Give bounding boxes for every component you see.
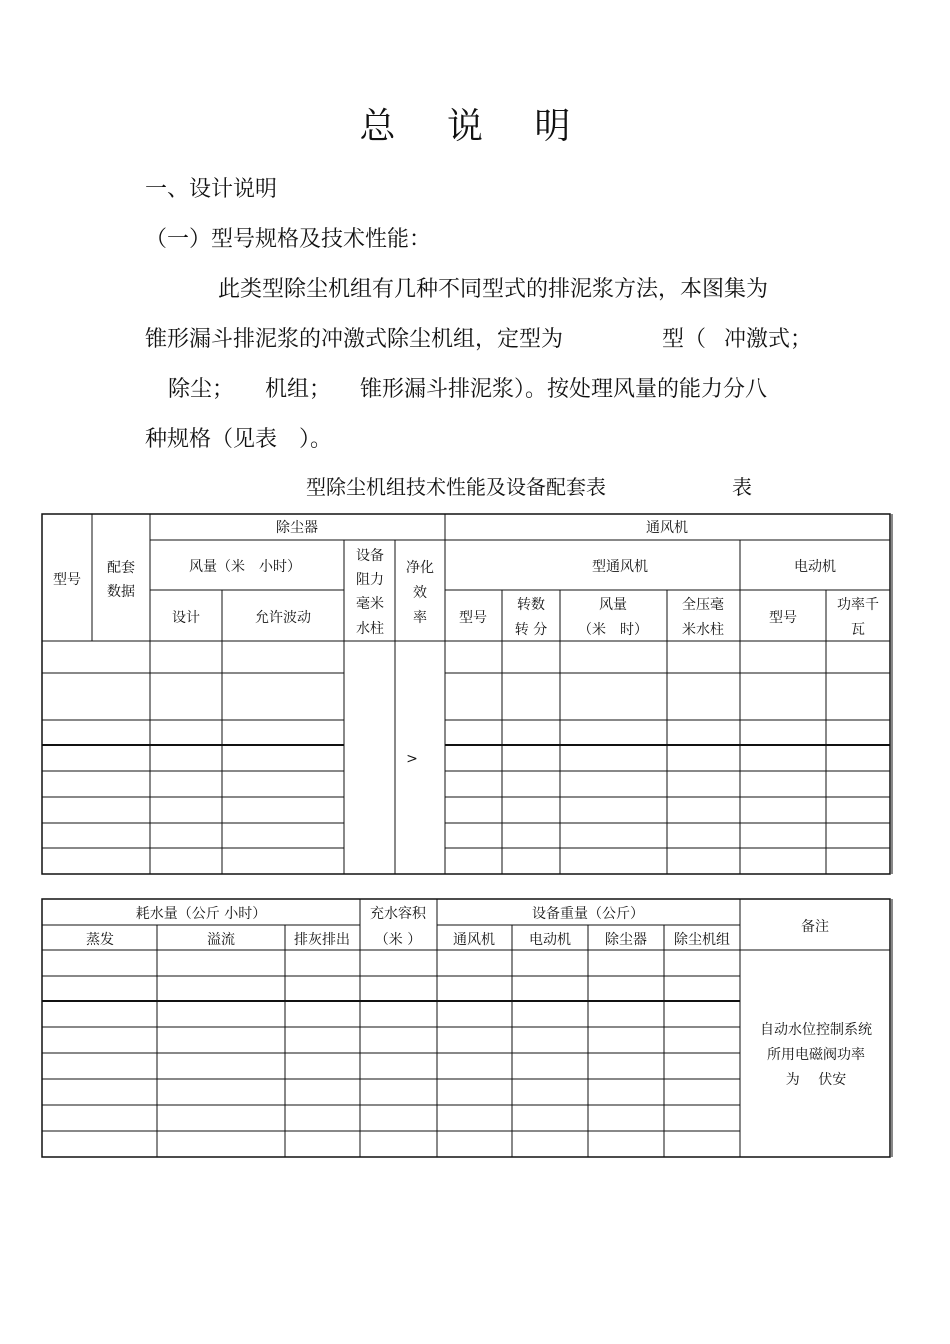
th-water: 耗水量（公斤 小时）	[135, 906, 267, 922]
th-w-unit: 除尘机组	[674, 932, 730, 948]
th-w-fan: 通风机	[453, 932, 495, 948]
paragraph-line-2-impact: 冲激式；	[724, 327, 813, 352]
th-fill-2: （米 ）	[374, 932, 422, 948]
th-w-collector: 除尘器	[605, 932, 647, 948]
paragraph-line-4: 种规格（见表 ）。	[145, 427, 333, 452]
page-title: 总 说 明	[359, 106, 591, 147]
paragraph-line-2-type: 型（	[662, 327, 707, 352]
th-airflow: 风量（米 小时）	[189, 559, 301, 575]
table-caption-label: 表	[732, 475, 752, 499]
th-resist-2: 阻力	[356, 572, 384, 588]
subsection-heading: （一）型号规格及技术性能：	[145, 227, 432, 252]
th-remark: 备注	[801, 919, 829, 935]
th-resist-1: 设备	[356, 548, 384, 564]
td-efficiency: >	[406, 751, 418, 767]
th-eff-3: 率	[413, 610, 427, 626]
th-motor-model: 型号	[769, 610, 797, 626]
th-eff-1: 净化	[406, 560, 434, 576]
th-weight: 设备重量（公斤）	[532, 906, 644, 922]
table1-grid	[42, 514, 892, 874]
th-fan-air-1: 风量	[599, 597, 627, 613]
table1-headers	[53, 519, 879, 767]
section-heading: 一、设计说明	[145, 177, 278, 202]
th-speed-1: 转数	[517, 597, 545, 613]
th-pressure-2: 米水柱	[682, 622, 724, 638]
remark-line-3: 为 伏安	[785, 1072, 847, 1088]
th-config-2: 数据	[107, 584, 135, 600]
th-fan-air-2: （米 时）	[578, 622, 648, 638]
paragraph-line-3-dust: 除尘；	[168, 377, 235, 402]
th-motor: 电动机	[794, 559, 836, 575]
th-allow: 允许波动	[255, 610, 311, 626]
th-fan: 型通风机	[592, 559, 648, 575]
paragraph-line-2: 锥形漏斗排泥浆的冲激式除尘机组，定型为	[145, 327, 564, 352]
th-config-1: 配套	[107, 560, 135, 576]
th-pressure-1: 全压毫	[682, 597, 724, 613]
th-ventilator: 通风机	[646, 520, 688, 536]
paragraph-line-1: 此类型除尘机组有几种不同型式的排泥浆方法，本图集为	[218, 277, 769, 302]
th-power-1: 功率千	[837, 597, 879, 613]
th-model: 型号	[53, 572, 81, 588]
paragraph-line-3-rest: 锥形漏斗排泥浆）。按处理风量的能力分八	[360, 377, 768, 402]
remark-line-1: 自动水位控制系统	[760, 1022, 872, 1038]
th-collector: 除尘器	[276, 520, 318, 536]
table2-headers	[86, 905, 829, 948]
paragraph-line-3-unit: 机组；	[265, 377, 332, 402]
th-ash: 排灰排出	[294, 932, 350, 948]
th-resist-4: 水柱	[356, 621, 384, 637]
remark-cell	[746, 1018, 886, 1093]
table-caption: 型除尘机组技术性能及设备配套表	[306, 475, 606, 499]
th-overflow: 溢流	[207, 932, 235, 948]
th-speed-2: 转 分	[514, 622, 548, 638]
th-fill-1: 充水容积	[370, 906, 426, 922]
remark-line-2: 所用电磁阀功率	[767, 1047, 865, 1063]
th-design: 设计	[172, 610, 200, 626]
th-resist-3: 毫米	[356, 596, 384, 612]
th-evap: 蒸发	[86, 932, 114, 948]
th-w-motor: 电动机	[529, 932, 571, 948]
th-power-2: 瓦	[851, 622, 865, 638]
th-eff-2: 效	[413, 585, 427, 601]
th-fan-model: 型号	[459, 610, 487, 626]
